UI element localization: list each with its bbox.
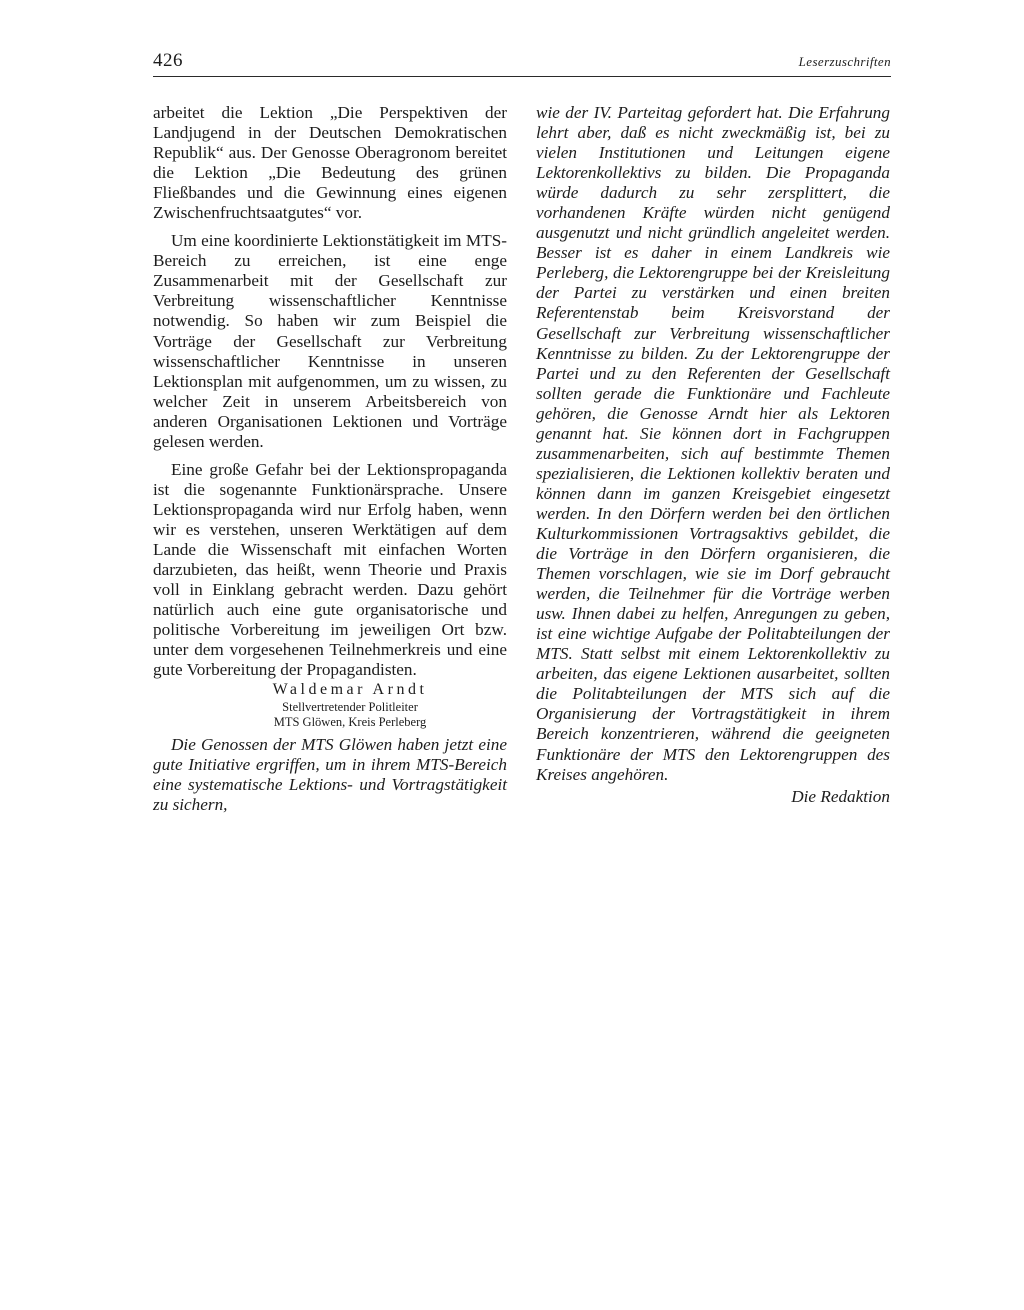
page-number: 426 (153, 50, 183, 71)
running-head: Leserzuschriften (798, 54, 891, 69)
author-signature (153, 680, 507, 729)
editor-note: Die Genossen der MTS Glöwen haben jetzt eine gute Initiative ergriffen, um in ihrem MTS-Bereich eine systematische Lektions- und Vortragstätigkeit zu sichern, (153, 735, 507, 815)
author-name: Waldemar Arndt (272, 681, 428, 699)
right-column (536, 103, 890, 807)
page-header (153, 48, 891, 77)
right-paragraph-1: wie der IV. Parteitag gefordert hat. Die Erfahrung lehrt aber, daß es nicht zweckmäßig ist, bei zu vielen Institutionen und Leitungen eigene Lektorenkollektivs zu bilden. Die Propaganda würde dadurch zu sehr zersplittert, die vorhandenen Kräfte würden nicht genügend ausgenutzt und nicht gründlich angeleitet werden. Besser ist es daher in einem Landkreis wie Perleberg, die Lektorengruppe bei der Kreisleitung der Partei zu verstärken und einen breiten Referentenstab beim Kreisvorstand der Gesellschaft zur Verbreitung wissenschaftlicher Kenntnisse zu bilden. Zu der Lektorengruppe der Partei und zu den Referenten der Gesellschaft sollten gerade die Funktionäre und Fachleute gehören, die Genosse Arndt hier als Lektoren genannt hat. Sie können dort in Fachgruppen zusammenarbeiten, sich auf bestimmte Themen spezialisieren, die Lektionen kollektiv beraten und können dann im ganzen Kreisgebiet eingesetzt werden. In den Dörfern werden bei den örtlichen Kulturkommissionen Vortragsaktivs gebildet, die die Vorträge in den Dörfern organisieren, die Themen vorschlagen, wie sie im Dorf gebraucht werden, die Teilnehmer für die Vorträge werben usw. Ihnen dabei zu helfen, Anregungen zu geben, ist eine wichtige Aufgabe der Politabteilungen der MTS. Statt selbst mit einem Lektorenkollektiv zu arbeiten, das eigene Lektionen ausarbeitet, sollten die Politabteilungen der MTS sich auf die Organisierung der Vortragstätigkeit in ihrem Bereich konzentrieren, während die geeigneten Funktionäre der MTS den Lektorengruppen des Kreises angehören. (536, 103, 890, 784)
editorial-sign-off: Die Redaktion (791, 786, 890, 806)
left-paragraph-2: Um eine koordinierte Lektionstätigkeit im MTS-Bereich zu erreichen, ist eine enge Zusammenarbeit mit der Gesellschaft zur Verbreitung wissenschaftlicher Kenntnisse notwendig. So haben wir zum Beispiel die Vorträge der Gesellschaft zur Verbreitung wissenschaftlicher Kenntnisse in unseren Lektionsplan mit aufgenommen, um zu wissen, zu welcher Zeit in unserem Arbeitsbereich von anderen Organisationen Lektionen und Vorträge gelesen werden. (153, 231, 507, 451)
left-paragraph-1: arbeitet die Lektion „Die Perspektiven der Landjugend in der Deutschen Demokratischen Republik“ aus. Der Genosse Oberagronom bereitet die Lektion „Die Bedeutung des grünen Fließbandes und die Gewinnung eines eigenen Zwischenfruchtsaatgutes“ vor. (153, 103, 507, 223)
left-paragraph-3: Eine große Gefahr bei der Lektionspropaganda ist die sogenannte Funktionärsprache. Unsere Lektionspropaganda wird nur Erfolg haben, wenn wir es verstehen, unseren Werktätigen auf dem Lande die Wissenschaft mit einfachen Worten darzubieten, das heißt, wenn Theorie und Praxis voll in Einklang gebracht werden. Dazu gehört natürlich auch eine gute organisatorische und politische Vorbereitung im jeweiligen Ort bzw. unter dem vorgesehenen Teilnehmerkreis und eine gute Vorbereitung der Propagandisten. (153, 459, 507, 680)
left-column (153, 103, 507, 816)
author-place: MTS Glöwen, Kreis Perleberg (273, 714, 427, 729)
author-title: Stellvertretender Politleiter (282, 700, 418, 715)
